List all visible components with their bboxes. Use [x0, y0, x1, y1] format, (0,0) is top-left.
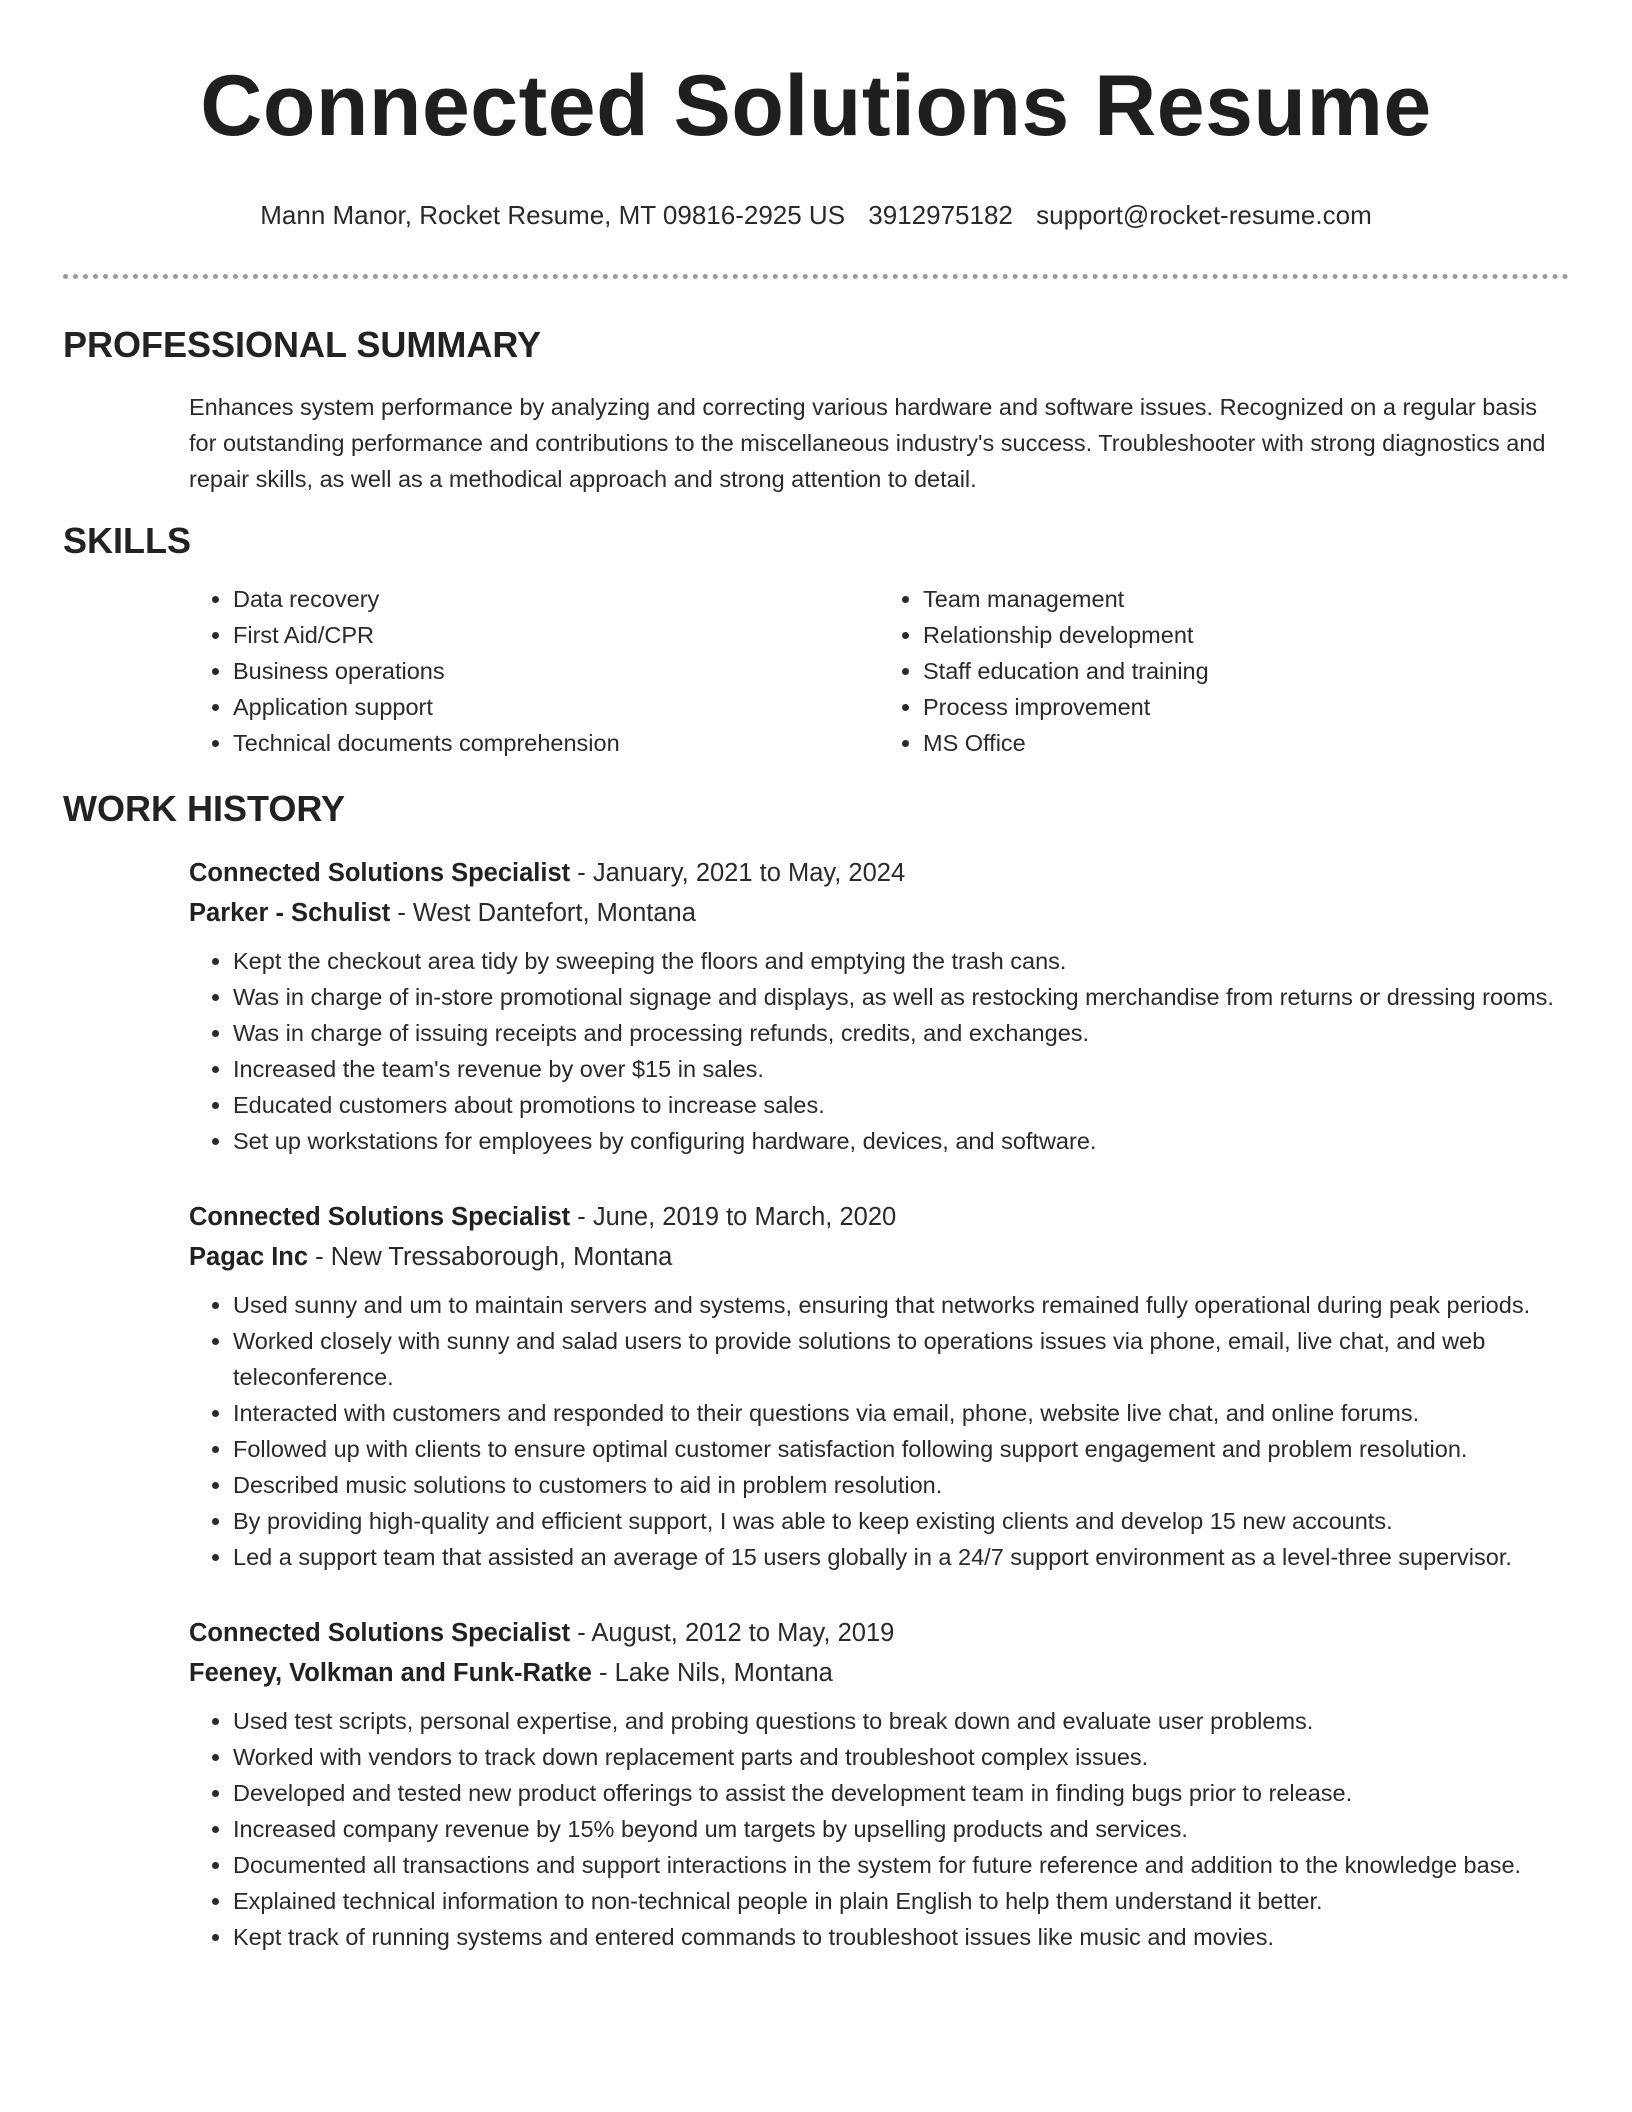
skill-item: • First Aid/CPR — [233, 617, 879, 653]
job-bullets — [189, 943, 1569, 1159]
skills-column-left — [189, 581, 879, 761]
job-company: Feeney, Volkman and Funk-Ratke — [189, 1659, 592, 1687]
section-title-skills: SKILLS — [63, 520, 192, 561]
job-location: - New Tressaborough, Montana — [308, 1243, 673, 1271]
skill-item: • Technical documents comprehension — [233, 725, 879, 761]
list-item: • Developed and tested new product offerings to assist the development team in finding bugs prior to release. — [233, 1775, 1569, 1811]
list-item: • Explained technical information to non-technical people in plain English to help them understand it better. — [233, 1883, 1569, 1919]
professional-summary-section — [63, 323, 1569, 497]
list-item: • Increased the team's revenue by over $15 in sales. — [233, 1051, 1569, 1087]
job-bullets — [189, 1703, 1569, 1955]
job-dates: - January, 2021 to May, 2024 — [570, 859, 906, 887]
list-item: • Increased company revenue by 15% beyond um targets by upselling products and services. — [233, 1811, 1569, 1847]
job-company-line — [189, 1653, 1569, 1693]
skill-item: • Relationship development — [923, 617, 1569, 653]
list-item: • Set up workstations for employees by configuring hardware, devices, and software. — [233, 1123, 1569, 1159]
job-bullets — [189, 1287, 1569, 1575]
list-item: • Documented all transactions and support interactions in the system for future reference and addition to the knowledge base. — [233, 1847, 1569, 1883]
summary-text: Enhances system performance by analyzing and correcting various hardware and software issues. Recognized on a regular basis for outstanding performance and contributions to the miscellaneous industry's success. Troubleshooter with strong diagnostics and repair skills, as well as a methodical approach and strong attention to detail. — [189, 394, 1546, 492]
job-title-line — [189, 1613, 1569, 1653]
job-entry — [189, 1197, 1569, 1575]
list-item: • Used test scripts, personal expertise, and probing questions to break down and evaluate user problems. — [233, 1703, 1569, 1739]
job-entry — [189, 1613, 1569, 1955]
list-item: • Was in charge of issuing receipts and processing refunds, credits, and exchanges. — [233, 1015, 1569, 1051]
list-item: • Kept track of running systems and entered commands to troubleshoot issues like music and movies. — [233, 1919, 1569, 1955]
list-item: • Followed up with clients to ensure optimal customer satisfaction following support engagement and problem resolution. — [233, 1431, 1569, 1467]
job-title-line — [189, 1197, 1569, 1237]
section-title-summary: PROFESSIONAL SUMMARY — [63, 324, 542, 365]
list-item: • Worked closely with sunny and salad users to provide solutions to operations issues via phone, email, live chat, and web teleconference. — [233, 1323, 1569, 1395]
job-position: Connected Solutions Specialist — [189, 859, 571, 887]
job-company: Parker - Schulist — [189, 899, 391, 927]
list-item: • Led a support team that assisted an average of 15 users globally in a 24/7 support environment as a level-three supervisor. — [233, 1539, 1569, 1575]
contact-info — [63, 198, 1569, 232]
work-history-section — [63, 787, 1569, 1955]
job-company-line — [189, 1237, 1569, 1277]
list-item: • Used sunny and um to maintain servers and systems, ensuring that networks remained fully operational during peak periods. — [233, 1287, 1569, 1323]
contact-phone: 3912975182 — [868, 200, 1013, 230]
section-title-work-history: WORK HISTORY — [63, 788, 346, 829]
contact-address: Mann Manor, Rocket Resume, MT 09816-2925 US — [260, 200, 846, 230]
skill-item: • Team management — [923, 581, 1569, 617]
job-company-line — [189, 893, 1569, 933]
list-item: • Educated customers about promotions to increase sales. — [233, 1087, 1569, 1123]
skill-item: • Business operations — [233, 653, 879, 689]
resume-title: Connected Solutions Resume — [200, 58, 1432, 154]
list-item: • Kept the checkout area tidy by sweeping the floors and emptying the trash cans. — [233, 943, 1569, 979]
job-dates: - August, 2012 to May, 2019 — [570, 1619, 895, 1647]
skills-column-right — [879, 581, 1569, 761]
contact-email: support@rocket-resume.com — [1036, 200, 1372, 230]
header-divider — [63, 274, 1569, 279]
skills-section — [63, 519, 1569, 761]
job-title-line — [189, 853, 1569, 893]
skill-item: • Staff education and training — [923, 653, 1569, 689]
skill-item: • Data recovery — [233, 581, 879, 617]
job-location: - Lake Nils, Montana — [591, 1659, 833, 1687]
job-entry — [189, 853, 1569, 1159]
list-item: • Described music solutions to customers to aid in problem resolution. — [233, 1467, 1569, 1503]
list-item: • Worked with vendors to track down replacement parts and troubleshoot complex issues. — [233, 1739, 1569, 1775]
job-dates: - June, 2019 to March, 2020 — [570, 1203, 897, 1231]
list-item: • By providing high-quality and efficient support, I was able to keep existing clients and develop 15 new accounts. — [233, 1503, 1569, 1539]
skill-item: • Application support — [233, 689, 879, 725]
skills-grid — [189, 581, 1569, 761]
list-item: • Interacted with customers and responded to their questions via email, phone, website live chat, and online forums. — [233, 1395, 1569, 1431]
job-position: Connected Solutions Specialist — [189, 1619, 571, 1647]
job-company: Pagac Inc — [189, 1243, 309, 1271]
skill-item: • MS Office — [923, 725, 1569, 761]
job-position: Connected Solutions Specialist — [189, 1203, 571, 1231]
list-item: • Was in charge of in-store promotional signage and displays, as well as restocking merchandise from returns or dressing rooms. — [233, 979, 1569, 1015]
skill-item: • Process improvement — [923, 689, 1569, 725]
job-location: - West Dantefort, Montana — [390, 899, 696, 927]
